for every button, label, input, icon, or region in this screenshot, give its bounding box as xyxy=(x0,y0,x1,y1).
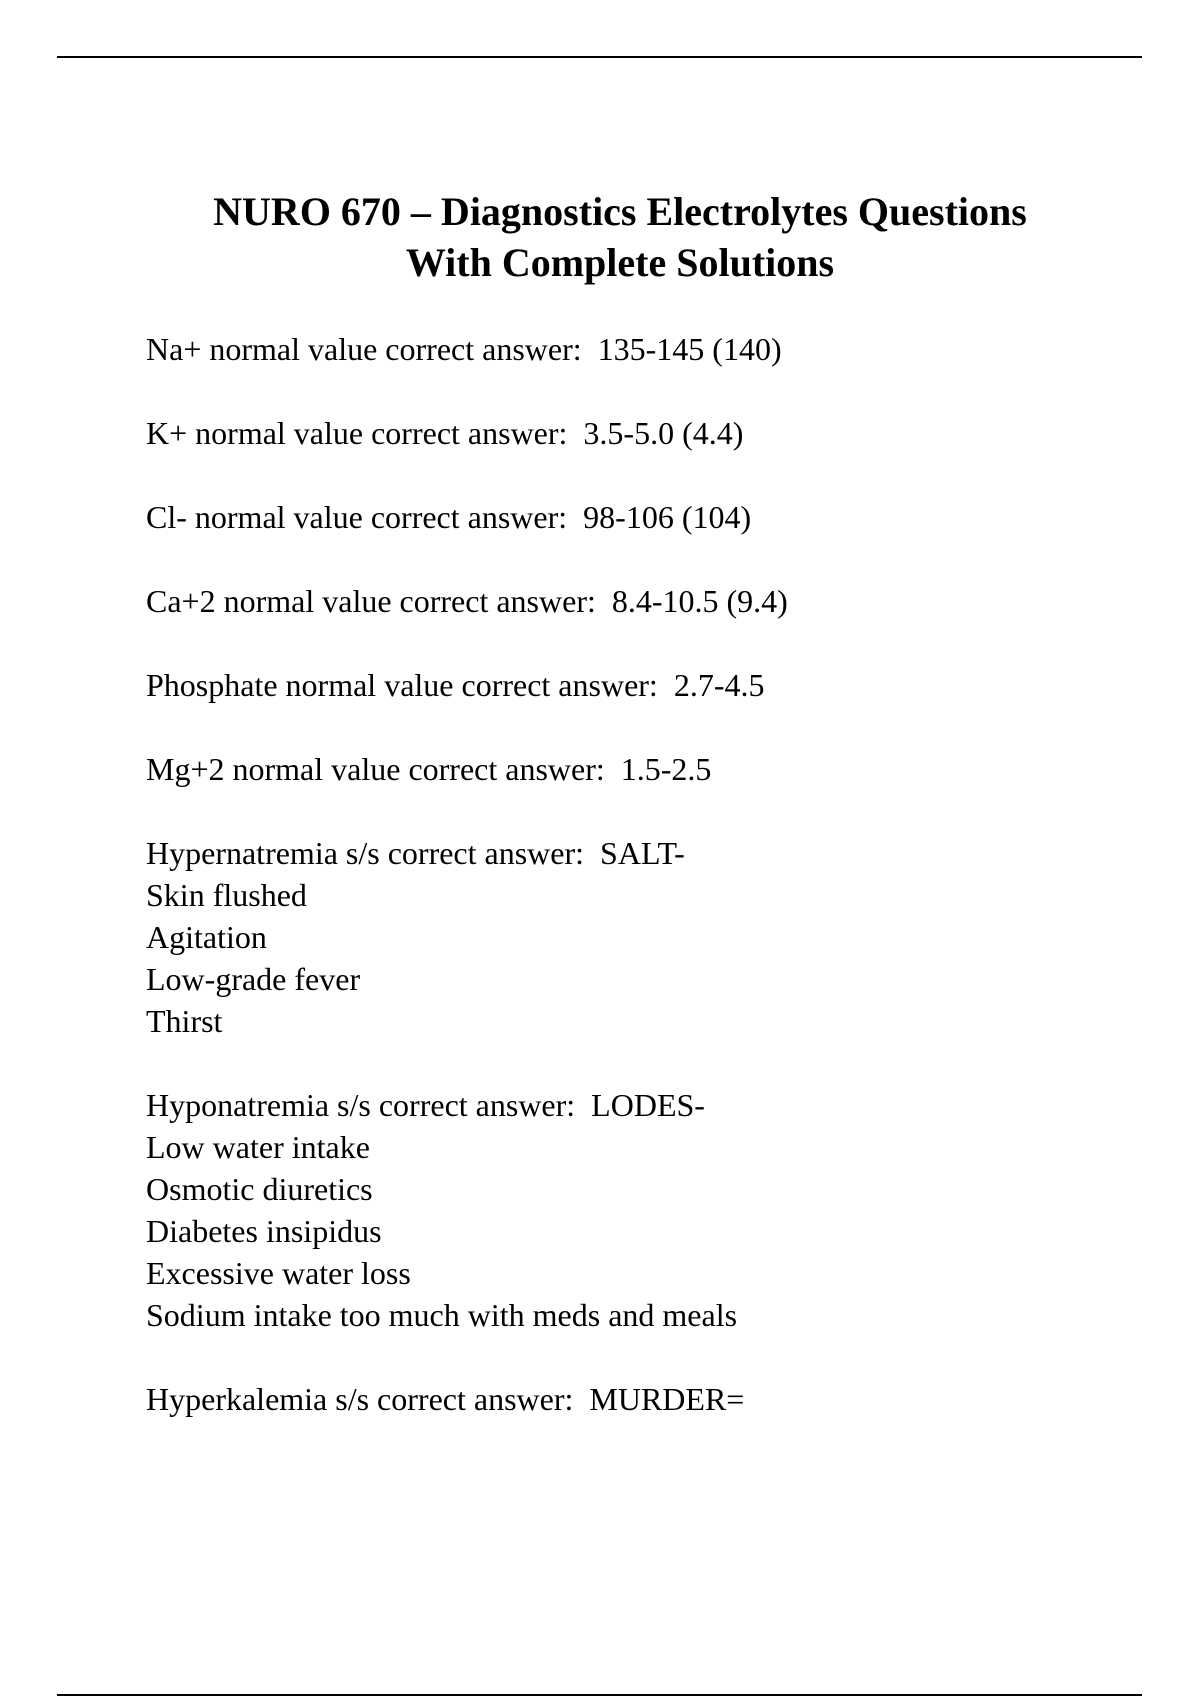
qa-line xyxy=(146,748,1146,790)
answer-text: 2.7-4.5 xyxy=(673,667,765,703)
top-rule xyxy=(57,56,1142,58)
qa-item xyxy=(146,1084,1146,1336)
qa-line xyxy=(146,580,1146,622)
answer-text: SALT- xyxy=(600,835,685,871)
page-title xyxy=(100,186,1140,288)
answer-detail-line: Agitation xyxy=(146,919,267,955)
qa-line xyxy=(146,664,1146,706)
answer-detail-line: Excessive water loss xyxy=(146,1255,411,1291)
question-text: Ca+2 normal value correct answer: xyxy=(146,583,596,619)
qa-item xyxy=(146,412,1146,454)
qa-item xyxy=(146,832,1146,1042)
qa-list xyxy=(146,328,1146,1462)
question-text: Hypernatremia s/s correct answer: xyxy=(146,835,585,871)
title-line-2: With Complete Solutions xyxy=(405,240,835,285)
qa-line xyxy=(146,412,1146,454)
qa-item xyxy=(146,496,1146,538)
question-text: Hyponatremia s/s correct answer: xyxy=(146,1087,576,1123)
bottom-rule xyxy=(57,1694,1142,1696)
qa-line xyxy=(146,1084,1146,1126)
title-line-1: NURO 670 – Diagnostics Electrolytes Questions xyxy=(213,189,1027,234)
answer-text: 8.4-10.5 (9.4) xyxy=(611,583,788,619)
qa-item xyxy=(146,1378,1146,1420)
answer-text: MURDER= xyxy=(589,1381,745,1417)
answer-detail-line: Thirst xyxy=(146,1003,223,1039)
answer-detail-line: Osmotic diuretics xyxy=(146,1171,373,1207)
qa-line xyxy=(146,832,1146,874)
answer-text: 1.5-2.5 xyxy=(620,751,712,787)
qa-line xyxy=(146,328,1146,370)
answer-text: LODES- xyxy=(591,1087,705,1123)
question-text: Hyperkalemia s/s correct answer: xyxy=(146,1381,574,1417)
question-text: K+ normal value correct answer: xyxy=(146,415,568,451)
question-text: Na+ normal value correct answer: xyxy=(146,331,582,367)
answer-text: 98-106 (104) xyxy=(583,499,752,535)
qa-line xyxy=(146,1378,1146,1420)
answer-detail-line: Skin flushed xyxy=(146,877,307,913)
qa-item xyxy=(146,328,1146,370)
question-text: Cl- normal value correct answer: xyxy=(146,499,568,535)
qa-item xyxy=(146,580,1146,622)
answer-detail-line: Low-grade fever xyxy=(146,961,361,997)
qa-item xyxy=(146,664,1146,706)
answer-detail-line: Sodium intake too much with meds and meals xyxy=(146,1297,738,1333)
question-text: Mg+2 normal value correct answer: xyxy=(146,751,605,787)
qa-line xyxy=(146,496,1146,538)
question-text: Phosphate normal value correct answer: xyxy=(146,667,658,703)
answer-detail-line: Low water intake xyxy=(146,1129,370,1165)
answer-text: 135-145 (140) xyxy=(597,331,782,367)
qa-item xyxy=(146,748,1146,790)
answer-detail-line: Diabetes insipidus xyxy=(146,1213,382,1249)
answer-text: 3.5-5.0 (4.4) xyxy=(583,415,744,451)
